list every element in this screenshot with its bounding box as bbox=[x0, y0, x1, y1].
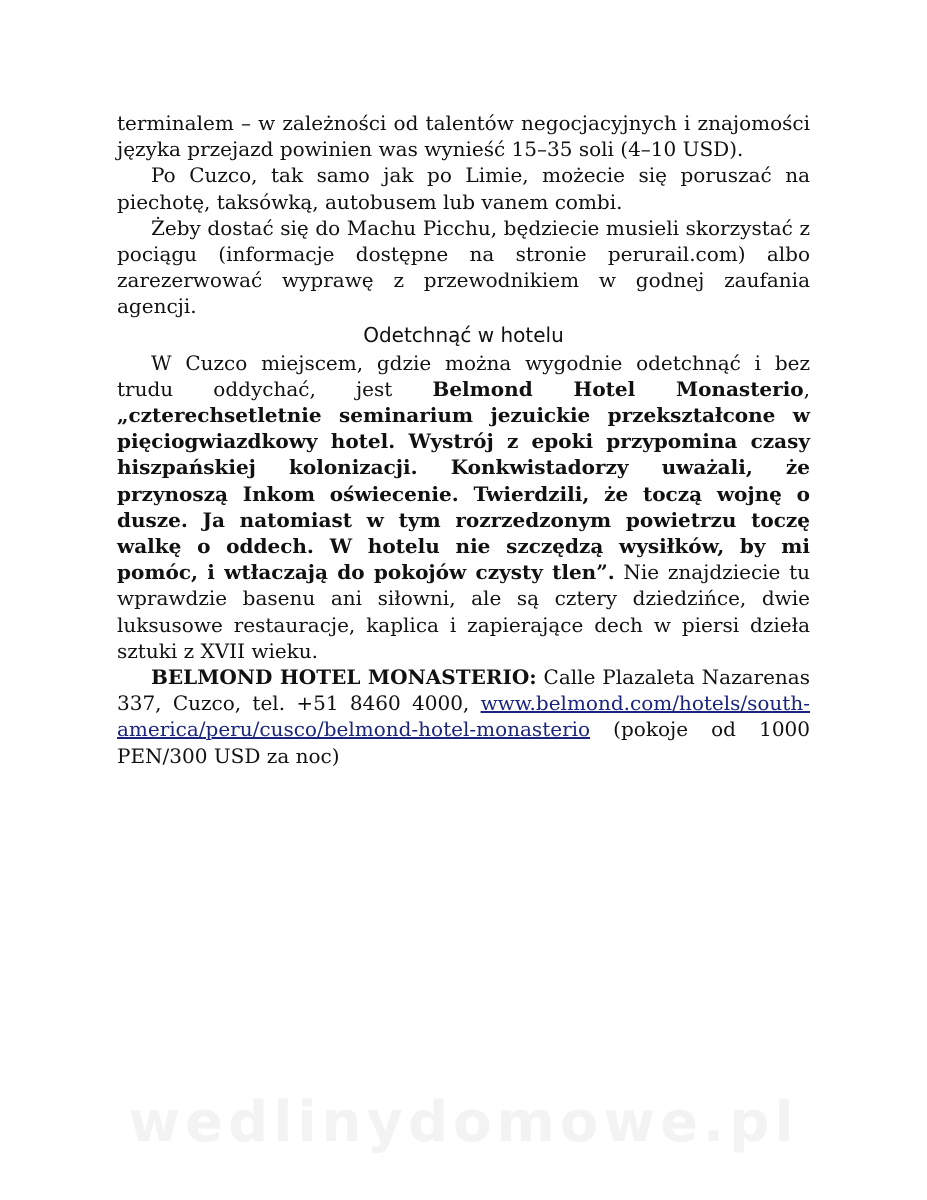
section-heading: Odetchnąć w hotelu bbox=[363, 322, 564, 347]
hotel-intro-text: W Cuzco miejscem, gdzie można wygodnie odetchnąć i bez trudu oddychać, jest bbox=[117, 350, 810, 401]
paragraph-city-transport: Po Cuzco, tak samo jak po Limie, możecie się poruszać na piechotę, taksówką, autobusem lub vanem combi. bbox=[117, 163, 810, 214]
paragraph-address bbox=[117, 664, 810, 769]
address-text: Calle Plazaleta Nazarenas 337, Cuzco, tel. +51 8460 4000, bbox=[117, 665, 810, 716]
hotel-rest-text: Nie znajdziecie tu wprawdzie basenu ani siłowni, ale są cztery dziedzińce, dwie luksusowe restauracje, kaplica i zapierające dech w piersi dzieła sztuki z XVII wieku. bbox=[117, 560, 810, 663]
hotel-website-link[interactable]: www.belmond.com/hotels/south-america/peru/cusco/belmond-hotel-monasterio bbox=[117, 691, 810, 742]
paragraph-hotel bbox=[117, 350, 810, 664]
address-tail: (pokoje od 1000 PEN/300 USD za noc) bbox=[117, 717, 810, 768]
hotel-separator: , bbox=[803, 376, 810, 401]
address-label: BELMOND HOTEL MONASTERIO: bbox=[151, 665, 537, 690]
paragraph-transport-price: terminalem – w zależności od talentów negocjacyjnych i znajomości języka przejazd powinien was wynieść 15–35 soli (4–10 USD). bbox=[117, 111, 810, 162]
paragraph-machu-picchu: Żeby dostać się do Machu Picchu, będziecie musieli skorzystać z pociągu (informacje dostępne na stronie perurail.com) albo zarezerwować wyprawę z przewodnikiem w godnej zaufania agencji. bbox=[117, 215, 810, 319]
hotel-quote: „czterechsetletnie seminarium jezuickie przekształcone w pięciogwiazdkowy hotel. Wystrój z epoki przypomina czasy hiszpańskiej kolonizacji. Konkwistadorzy uważali, że przynoszą Inkom oświecenie. Twierdzili, że toczą wojnę o dusze. Ja natomiast w tym rozrzedzonym powietrzu toczę walkę o oddech. W hotelu nie szczędzą wysiłków, by mi pomóc, i wtłaczają do pokojów czysty tlen”. bbox=[117, 403, 810, 585]
article-body bbox=[117, 110, 810, 769]
hotel-name: Belmond Hotel Monasterio bbox=[432, 376, 804, 401]
watermark: wedlinydomowe.pl bbox=[128, 1090, 799, 1155]
